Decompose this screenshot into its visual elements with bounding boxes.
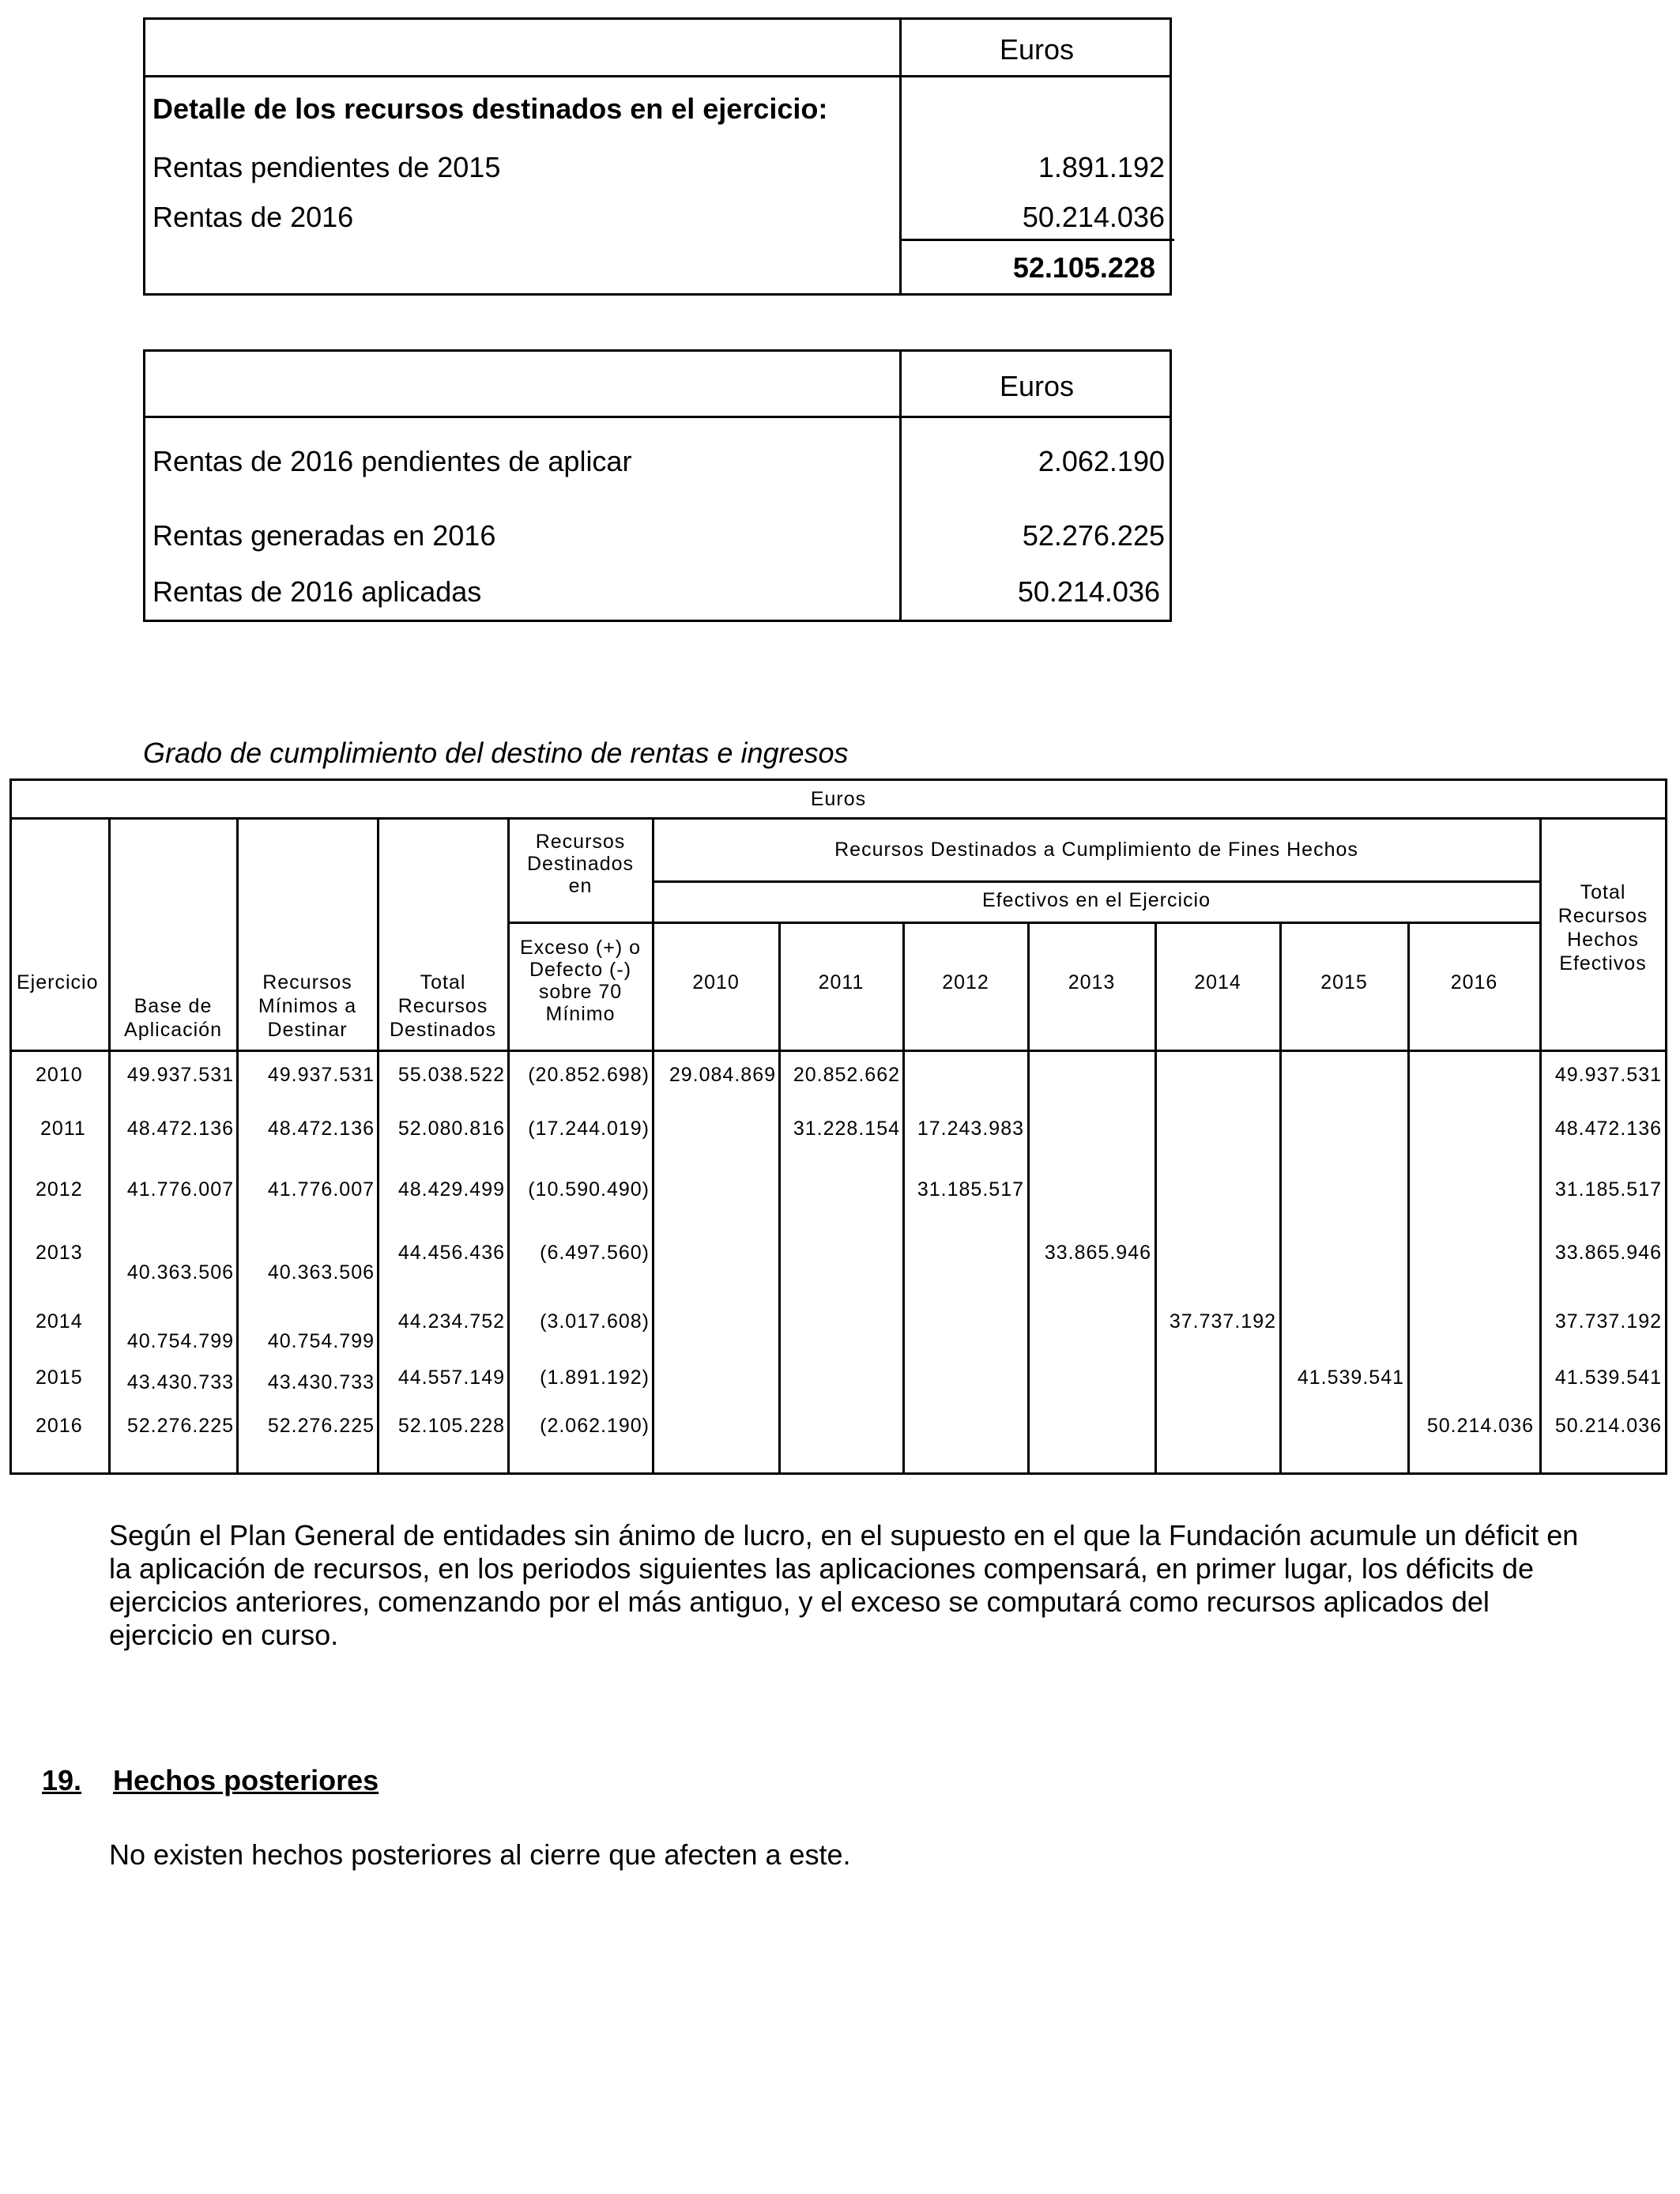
cell-total: 55.038.522 — [397, 1064, 505, 1086]
header-total-hechos: Recursos — [1558, 905, 1648, 927]
cell-base: 49.937.531 — [126, 1064, 234, 1086]
col-divider — [778, 922, 781, 1475]
col-divider — [1407, 922, 1410, 1475]
explanatory-paragraph: Según el Plan General de entidades sin ánimo de lucro, en el supuesto en el que la Fundación acumule un déficit en la aplicación de recursos, en los periodos siguientes las aplicaciones compensará, en primer lugar, los déficits de ejercicios anteriores, comenzando por el más antiguo, y el exceso se computará como recursos aplicados del ejercicio en curso. — [109, 1519, 1579, 1651]
total-value: 52.105.228 — [1012, 251, 1155, 284]
row-year: 2015 — [36, 1367, 83, 1389]
header-fines: Recursos Destinados a Cumplimiento de Fines Hechos — [834, 839, 1358, 861]
col-divider — [902, 922, 905, 1475]
header-year-2016: 2016 — [1450, 971, 1498, 993]
cell-total: 44.557.149 — [397, 1367, 505, 1389]
section-title: Hechos posteriores — [113, 1764, 379, 1796]
cell-total: 52.080.816 — [397, 1118, 505, 1140]
cell-minimos: 40.363.506 — [267, 1261, 375, 1284]
col-divider — [377, 817, 379, 1475]
row-value: 50.214.036 — [1022, 201, 1165, 233]
col-divider — [1279, 922, 1282, 1475]
cell-total: 44.456.436 — [397, 1242, 505, 1264]
row-year: 2010 — [36, 1064, 83, 1086]
row-divider — [510, 922, 652, 924]
rentas-2016-table — [143, 349, 1172, 622]
header-minimos: Mínimos a — [258, 995, 357, 1017]
cell-total: 52.105.228 — [397, 1415, 505, 1437]
cell-total: 48.429.499 — [397, 1178, 505, 1201]
header-exceso: Mínimo — [545, 1003, 616, 1025]
cell-y2014: 37.737.192 — [1169, 1310, 1276, 1333]
cell-total-hechos: 33.865.946 — [1554, 1242, 1662, 1264]
cell-total-hechos: 31.185.517 — [1554, 1178, 1662, 1201]
header-exceso: Exceso (+) o — [519, 937, 642, 959]
header-total-hechos: Total — [1580, 881, 1626, 903]
row-label: Rentas de 2016 pendientes de aplicar — [153, 445, 632, 477]
cell-total-hechos: 50.214.036 — [1554, 1415, 1662, 1437]
cell-base: 41.776.007 — [126, 1178, 234, 1201]
cell-y2016: 50.214.036 — [1426, 1415, 1534, 1437]
header-year-2010: 2010 — [692, 971, 740, 993]
header-exceso: Defecto (-) — [529, 959, 632, 981]
header-exceso: sobre 70 — [538, 981, 623, 1003]
cell-base: 40.754.799 — [126, 1330, 234, 1352]
cell-minimos: 48.472.136 — [267, 1118, 375, 1140]
row-value: 1.891.192 — [1038, 151, 1165, 183]
cell-minimos: 43.430.733 — [267, 1371, 375, 1393]
row-year: 2013 — [36, 1242, 83, 1264]
col-divider — [652, 817, 654, 1475]
header-year-2013: 2013 — [1068, 971, 1116, 993]
cell-minimos: 52.276.225 — [267, 1415, 375, 1437]
cell-y2011: 31.228.154 — [793, 1118, 900, 1140]
header-total-hechos: Efectivos — [1559, 952, 1647, 974]
cell-exceso: (6.497.560) — [540, 1242, 650, 1264]
row-value: 50.214.036 — [1017, 575, 1160, 608]
cell-minimos: 41.776.007 — [267, 1178, 375, 1201]
resources-detail-table — [143, 17, 1172, 296]
row-label: Rentas generadas en 2016 — [153, 519, 496, 552]
header-divider — [145, 416, 1170, 418]
row-label: Rentas de 2016 aplicadas — [153, 575, 482, 608]
cell-total-hechos: 37.737.192 — [1554, 1310, 1662, 1333]
cell-exceso: (17.244.019) — [528, 1118, 650, 1140]
header-divider — [145, 75, 1170, 77]
cell-total-hechos: 49.937.531 — [1554, 1064, 1662, 1086]
section-heading — [42, 1764, 379, 1797]
cell-y2013: 33.865.946 — [1044, 1242, 1151, 1264]
cell-y2011: 20.852.662 — [793, 1064, 900, 1086]
row-label: Rentas pendientes de 2015 — [153, 151, 501, 183]
header-destinados-en: Destinados — [526, 853, 635, 875]
row-value: 2.062.190 — [1038, 445, 1165, 477]
cell-y2012: 31.185.517 — [917, 1178, 1024, 1201]
table-caption: Grado de cumplimiento del destino de rentas e ingresos — [143, 737, 849, 769]
section-number: 19. — [42, 1764, 82, 1796]
row-year: 2012 — [36, 1178, 83, 1201]
header-ejercicio: Ejercicio — [17, 971, 99, 993]
header-minimos: Recursos — [262, 971, 352, 993]
total-divider — [899, 239, 1174, 241]
currency-header: Euros — [999, 33, 1075, 66]
header-total-destinados: Recursos — [397, 995, 488, 1017]
cell-base: 52.276.225 — [126, 1415, 234, 1437]
currency-header: Euros — [810, 788, 867, 810]
row-year: 2016 — [36, 1415, 83, 1437]
row-value: 52.276.225 — [1022, 519, 1165, 552]
cell-y2010: 29.084.869 — [669, 1064, 776, 1086]
col-divider — [1155, 922, 1157, 1475]
currency-header: Euros — [999, 370, 1075, 402]
closing-statement: No existen hechos posteriores al cierre que afecten a este. — [109, 1838, 851, 1871]
header-total-destinados: Total — [420, 971, 466, 993]
cell-base: 43.430.733 — [126, 1371, 234, 1393]
col-divider — [236, 817, 239, 1475]
header-year-2012: 2012 — [942, 971, 989, 993]
cell-minimos: 49.937.531 — [267, 1064, 375, 1086]
header-base: Base de — [134, 995, 213, 1017]
row-year: 2011 — [40, 1118, 86, 1140]
row-label: Rentas de 2016 — [153, 201, 354, 233]
row-year: 2014 — [36, 1310, 83, 1333]
col-divider — [1027, 922, 1030, 1475]
row-divider — [652, 880, 1542, 883]
header-year-2011: 2011 — [818, 971, 864, 993]
header-destinados-en: Recursos — [535, 831, 626, 853]
cell-exceso: (3.017.608) — [540, 1310, 650, 1333]
header-total-destinados: Destinados — [389, 1019, 497, 1041]
col-divider — [507, 817, 510, 1475]
cell-exceso: (1.891.192) — [540, 1367, 650, 1389]
section-title: Detalle de los recursos destinados en el ejercicio: — [153, 92, 828, 125]
cell-exceso: (10.590.490) — [528, 1178, 650, 1201]
header-minimos: Destinar — [267, 1019, 348, 1041]
cell-total-hechos: 48.472.136 — [1554, 1118, 1662, 1140]
cell-exceso: (2.062.190) — [540, 1415, 650, 1437]
header-year-2014: 2014 — [1194, 971, 1241, 993]
cell-total-hechos: 41.539.541 — [1554, 1367, 1662, 1389]
cell-y2015: 41.539.541 — [1297, 1367, 1404, 1389]
header-efectivos: Efectivos en el Ejercicio — [981, 889, 1211, 911]
cell-y2012: 17.243.983 — [917, 1118, 1024, 1140]
header-bottom-divider — [12, 1050, 1665, 1052]
header-year-2015: 2015 — [1320, 971, 1368, 993]
cell-base: 48.472.136 — [126, 1118, 234, 1140]
cell-total: 44.234.752 — [397, 1310, 505, 1333]
compliance-table — [9, 778, 1667, 1475]
col-divider — [108, 817, 111, 1475]
cell-minimos: 40.754.799 — [267, 1330, 375, 1352]
cell-base: 40.363.506 — [126, 1261, 234, 1284]
row-divider — [12, 817, 1665, 820]
header-base: Aplicación — [124, 1019, 222, 1041]
header-destinados-en: en — [568, 875, 593, 897]
cell-exceso: (20.852.698) — [528, 1064, 650, 1086]
header-total-hechos: Hechos — [1567, 929, 1639, 951]
